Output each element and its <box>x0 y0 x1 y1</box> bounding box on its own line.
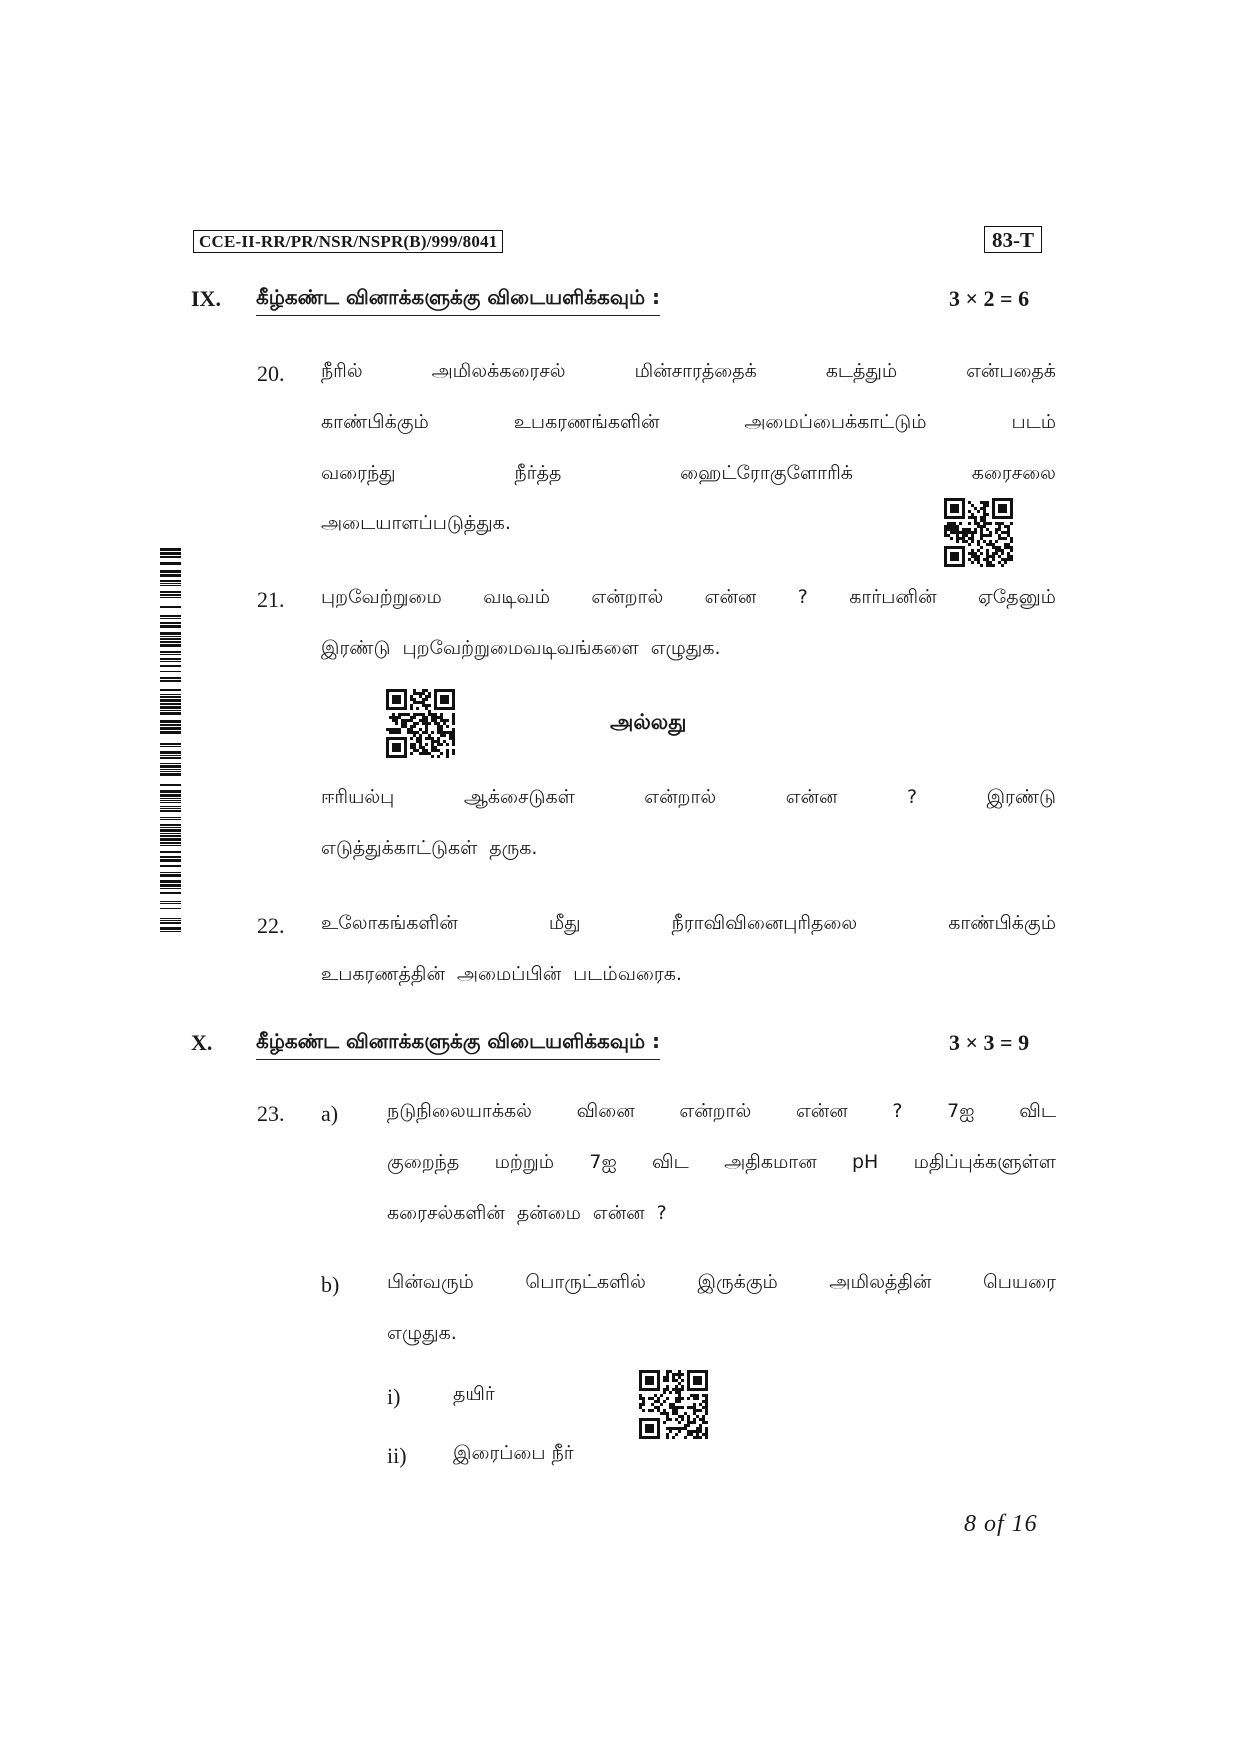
part-label: b) <box>321 1272 340 1297</box>
question-number: 23. <box>257 1101 285 1126</box>
section-title: கீழ்கண்ட வினாக்களுக்கு விடையளிக்கவும் : <box>256 1029 660 1060</box>
q21-alt-line: ஈரியல்பு ஆக்சைடுகள் என்றால் என்ன ? இரண்டு <box>321 786 1056 808</box>
item-label: ii) <box>387 1443 407 1468</box>
section-marks: 3 × 3 = 9 <box>949 1030 1030 1055</box>
qr-code-icon <box>386 689 458 759</box>
q23b-line: எழுதுக. <box>387 1322 457 1344</box>
q23b-line: பின்வரும் பொருட்களில் இருக்கும் அமிலத்தின் பெயரை <box>387 1271 1056 1293</box>
page-number: 8 of 16 <box>964 1511 1038 1537</box>
or-label: அல்லது <box>610 710 687 734</box>
q20-line: அடையாளப்படுத்துக. <box>321 512 511 534</box>
item-label: i) <box>387 1384 401 1409</box>
q21-alt-line: எடுத்துக்காட்டுகள் தருக. <box>321 837 538 859</box>
part-label: a) <box>321 1101 339 1126</box>
q22-line: உலோகங்களின் மீது நீராவிவினைபுரிதலை காண்பிக்கும் <box>321 912 1056 934</box>
item-text: இரைப்பை நீர் <box>453 1442 574 1464</box>
q21-line: இரண்டு புறவேற்றுமைவடிவங்களை எழுதுக. <box>321 637 721 659</box>
q23a-line: நடுநிலையாக்கல் வினை என்றால் என்ன ? 7ஐ விட <box>387 1100 1056 1122</box>
q20-line: நீரில் அமிலக்கரைசல் மின்சாரத்தைக் கடத்தும் என்பதைக் <box>321 360 1056 382</box>
qr-code-icon <box>944 498 1016 568</box>
qr-code-icon <box>639 1370 711 1440</box>
q21-line: புறவேற்றுமை வடிவம் என்றால் என்ன ? கார்பனின் ஏதேனும் <box>321 586 1056 608</box>
q22-line: உபகரணத்தின் அமைப்பின் படம்வரைக. <box>321 963 682 985</box>
document-code: CCE-II-RR/PR/NSR/NSPR(B)/999/8041 <box>193 230 503 253</box>
section-marks: 3 × 2 = 6 <box>949 286 1030 311</box>
section-title: கீழ்கண்ட வினாக்களுக்கு விடையளிக்கவும் : <box>256 285 660 316</box>
q20-line: வரைந்து நீர்த்த ஹைட்ரோகுளோரிக் கரைசலை <box>321 462 1056 484</box>
q23a-line: குறைந்த மற்றும் 7ஐ விட அதிகமான pH மதிப்புக்களுள்ள <box>387 1151 1056 1173</box>
section-number: IX. <box>191 286 221 311</box>
q23a-line: கரைசல்களின் தன்மை என்ன ? <box>387 1202 667 1224</box>
item-text: தயிர் <box>453 1383 495 1405</box>
paper-code: 83-T <box>984 226 1042 253</box>
question-number: 21. <box>257 587 285 612</box>
barcode-icon <box>160 548 181 933</box>
q20-line: காண்பிக்கும் உபகரணங்களின் அமைப்பைக்காட்டும் படம் <box>321 411 1056 433</box>
question-number: 20. <box>257 361 285 386</box>
section-number: X. <box>191 1030 213 1055</box>
question-number: 22. <box>257 913 285 938</box>
